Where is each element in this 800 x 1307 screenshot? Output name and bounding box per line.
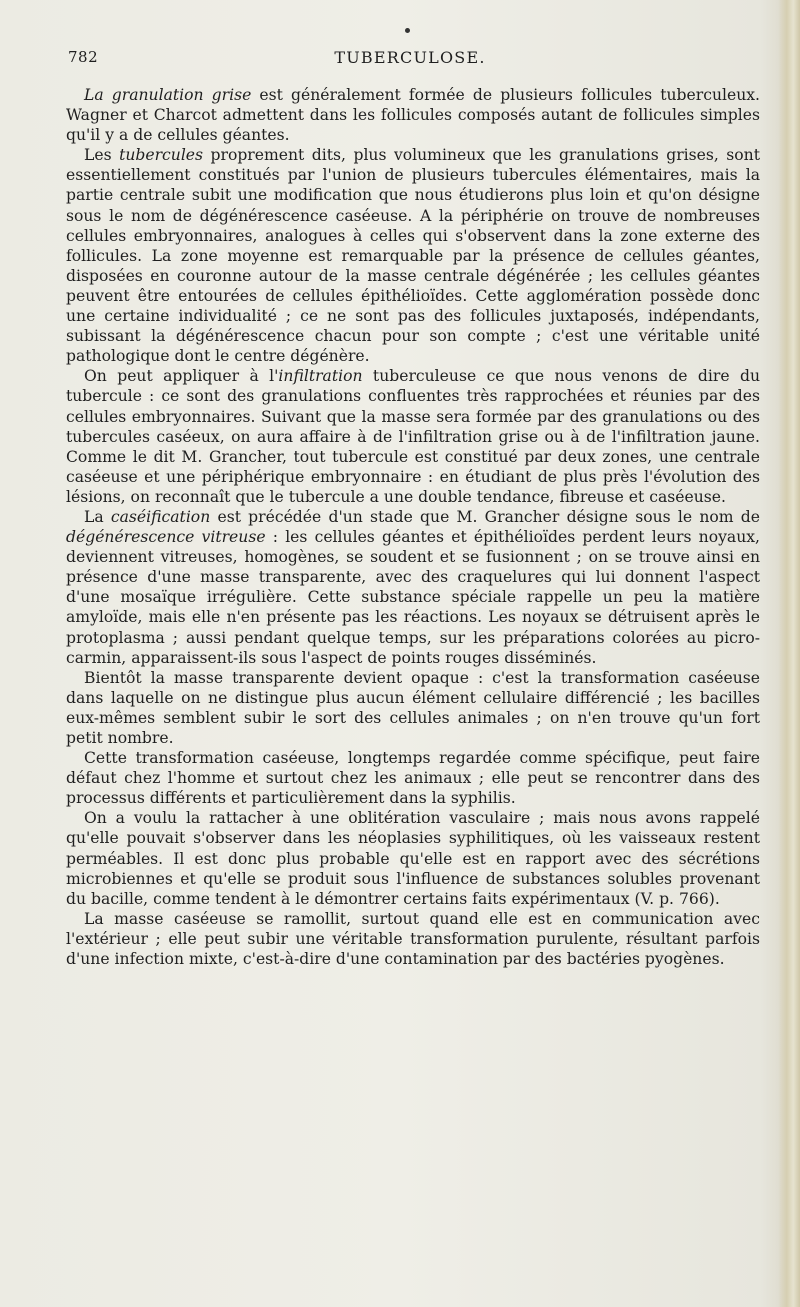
paragraph <box>66 85 760 145</box>
italic-term: caséification <box>110 507 211 526</box>
text-run: proprement dits, plus volumineux que les granulations grises, sont essentiellement constitués par l'union de plusieurs tubercules élémentaires, mais la partie centrale subit une modification que nous étudierons plus loin et qu'on désigne sous le nom de dégénérescence caséeuse. A la périphérie on trouve de nombreuses cellules embryonnaires, analogues à celles qui s'observent dans la zone externe des follicules. La zone moyenne est remarquable par la présence de cellules géantes, disposées en couronne autour de la masse centrale dégénérée ; les cellules géantes peuvent être entourées de cellules épithélioïdes. Cette agglomération possède donc une certaine individualité ; ce ne sont pas des follicules juxtaposés, indépendants, subissant la dégénérescence chacun pour son compte ; c'est une véritable unité pathologique dont le centre dégénère. <box>66 146 760 366</box>
text-run: La masse caséeuse se ramollit, surtout quand elle est en communication avec l'extérieur ; elle peut subir une véritable transformation purulente, résultant parfois d'une infection mixte, c'est-à-dire d'une contamination par des bactéries pyogènes. <box>66 909 760 969</box>
text-run: On peut appliquer à l' <box>84 367 279 386</box>
text-run: La <box>84 507 111 526</box>
paragraph <box>66 145 760 366</box>
italic-term: La <box>84 86 112 104</box>
text-run: est généralement formée de plusieurs follicules tuberculeux. Wagner et Charcot admettent dans les follicules composés autant de follicules simples qu'il y a de cellules géantes. <box>66 86 761 145</box>
page-number: 782 <box>68 48 99 66</box>
italic-term: granulation grise <box>111 86 252 104</box>
paragraph <box>66 808 760 908</box>
paragraph <box>66 366 760 507</box>
text-run: est précédée d'un stade que M. Grancher désigne sous le nom de <box>210 507 760 526</box>
paragraph <box>66 909 760 969</box>
paragraph <box>66 507 760 668</box>
text-run: Les <box>84 146 120 165</box>
running-head: TUBERCULOSE. <box>334 48 486 67</box>
italic-term: infiltration <box>278 367 363 386</box>
page-edge <box>778 0 800 1307</box>
page-header <box>60 48 760 70</box>
text-run: tuberculeuse ce que nous venons de dire du tubercule : ce sont des granulations confluentes très rapprochées et réunies par des cellules embryonnaires. Suivant que la masse sera formée par des granulations ou des tubercules caséeux, on aura affaire à de l'infiltration grise ou à de l'infiltration jaune. Comme le dit M. Grancher, tout tubercule est constitué par deux zones, une centrale caséeuse et une périphérique embryonnaire : en étudiant de plus près l'évolution des lésions, on reconnaît que le tubercule a une double tendance, fibreuse et caséeuse. <box>66 367 760 506</box>
paragraph <box>66 748 760 808</box>
text-run: Bientôt la masse transparente devient opaque : c'est la transformation caséeuse dans laquelle on ne distingue plus aucun élément cellulaire différencié ; les bacilles eux-mêmes semblent subir le sort des cellules animales ; on n'en trouve qu'un fort petit nombre. <box>66 668 760 747</box>
ink-dot <box>405 28 410 33</box>
italic-term: tubercules <box>119 146 204 165</box>
italic-term: dégénérescence vitreuse <box>66 528 266 547</box>
text-run: On a voulu la rattacher à une oblitération vasculaire ; mais nous avons rappelé qu'elle pouvait s'observer dans les néoplasies syphilitiques, où les vaisseaux restent perméables. Il est donc plus probable qu'elle est en rapport avec des sécrétions microbiennes et qu'elle se produit sous l'influence de substances solubles provenant du bacille, comme tendent à le démontrer certains faits expérimentaux (V. p. 766). <box>66 809 760 908</box>
text-run: Cette transformation caséeuse, longtemps regardée comme spécifique, peut faire défaut chez l'homme et surtout chez les animaux ; elle peut se rencontrer dans des processus différents et particulièrement dans la syphilis. <box>66 749 760 808</box>
paragraph <box>66 668 760 748</box>
body-text <box>66 85 760 969</box>
text-run: : les cellules géantes et épithélioïdes perdent leurs noyaux, deviennent vitreuses, homogènes, se soudent et se fusionnent ; on se trouve ainsi en présence d'une masse transparente, avec des craquelures qui lui donnent l'aspect d'une mosaïque irrégulière. Cette substance spéciale rappelle un peu la matière amyloïde, mais elle n'en présente pas les réactions. Les noyaux se détruisent après le protoplasma ; aussi pendant quelque temps, sur les préparations colorées au picro-carmin, apparaissent-ils sous l'aspect de points rouges disséminés. <box>66 528 760 667</box>
